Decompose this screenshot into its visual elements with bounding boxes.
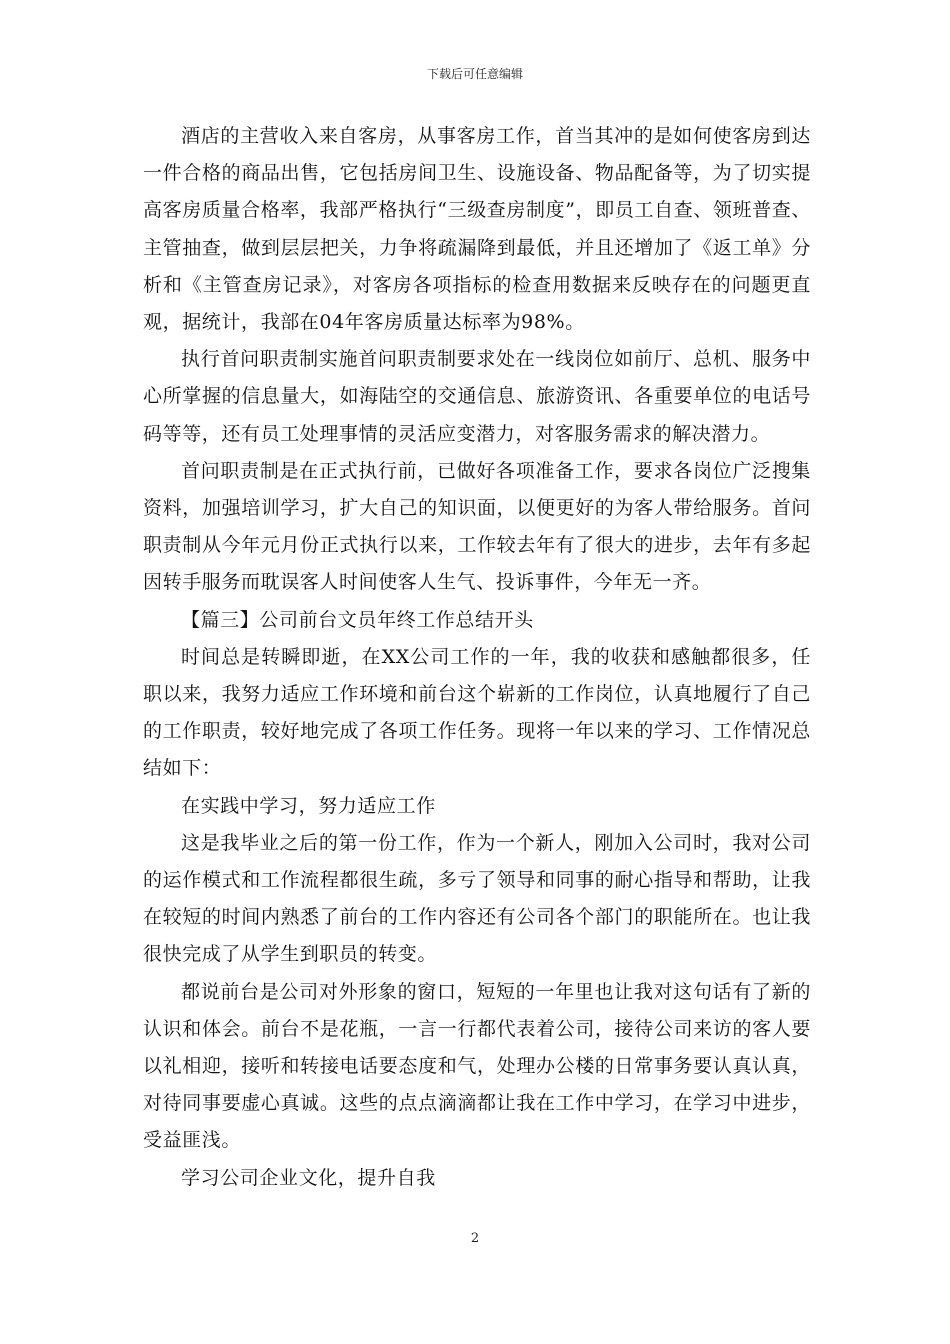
paragraph-housekeeping-quality: 酒店的主营收入来自客房，从事客房工作，首当其冲的是如何使客房到达一件合格的商品出售，它包括房间卫生、设施设备、物品配备等，为了切实提高客房质量合格率，我部严格执行“三级查房制度”，即员工自查、领班普查、主管抽查，做到层层把关，力争将疏漏降到最低，并且还增加了《返工单》分析和《主管查房记录》，对客房各项指标的检查用数据来反映存在的问题更直观，据统计，我部在04年客房质量达标率为98%。 [143, 125, 811, 334]
paragraph-first-inquiry-implementation: 首问职责制是在正式执行前，已做好各项准备工作，要求各岗位广泛搜集资料，加强培训学习，扩大自己的知识面，以便更好的为客人带给服务。首问职责制从今年元月份正式执行以来，工作较去年有了很大的进步，去年有多起因转手服务而耽误客人时间使客人生气、投诉事件，今年无一齐。 [143, 459, 811, 594]
subheading-learning-in-practice: 在实践中学习，努力适应工作 [181, 794, 436, 817]
page-header-note: 下载后可任意编辑 [426, 67, 523, 81]
paragraph-first-inquiry-responsibility: 执行首问职责制实施首问职责制要求处在一线岗位如前厅、总机、服务中心所掌握的信息量大，如海陆空的交通信息、旅游资讯、各重要单位的电话号码等等，还有员工处理事情的灵活应变潜力，对客服务需求的解决潜力。 [143, 348, 811, 445]
paragraph-summary-intro: 时间总是转瞬即逝，在XX公司工作的一年，我的收获和感触都很多，任职以来，我努力适应工作环境和前台这个崭新的工作岗位，认真地履行了自己的工作职责，较好地完成了各项工作任务。现将一年以来的学习、工作情况总结如下： [143, 645, 811, 780]
paragraph-first-job: 这是我毕业之后的第一份工作，作为一个新人，刚加入公司时，我对公司的运作模式和工作流程都很生疏，多亏了领导和同事的耐心指导和帮助，让我在较短的时间内熟悉了前台的工作内容还有公司各个部门的职能所在。也让我很快完成了从学生到职员的转变。 [143, 831, 811, 966]
subheading-corporate-culture: 学习公司企业文化，提升自我 [181, 1166, 436, 1189]
paragraph-front-desk-image: 都说前台是公司对外形象的窗口，短短的一年里也让我对这句话有了新的认识和体会。前台不是花瓶，一言一行都代表着公司，接待公司来访的客人要以礼相迎，接听和转接电话要态度和气，处理办公楼的日常事务要认真认真，对待同事要虚心真诚。这些的点点滴滴都让我在工作中学习，在学习中进步，受益匪浅。 [143, 980, 811, 1152]
page-number: 2 [470, 1231, 480, 1246]
section-heading-part-three: 【篇三】公司前台文员年终工作总结开头 [181, 608, 534, 631]
document-body [143, 118, 811, 1197]
